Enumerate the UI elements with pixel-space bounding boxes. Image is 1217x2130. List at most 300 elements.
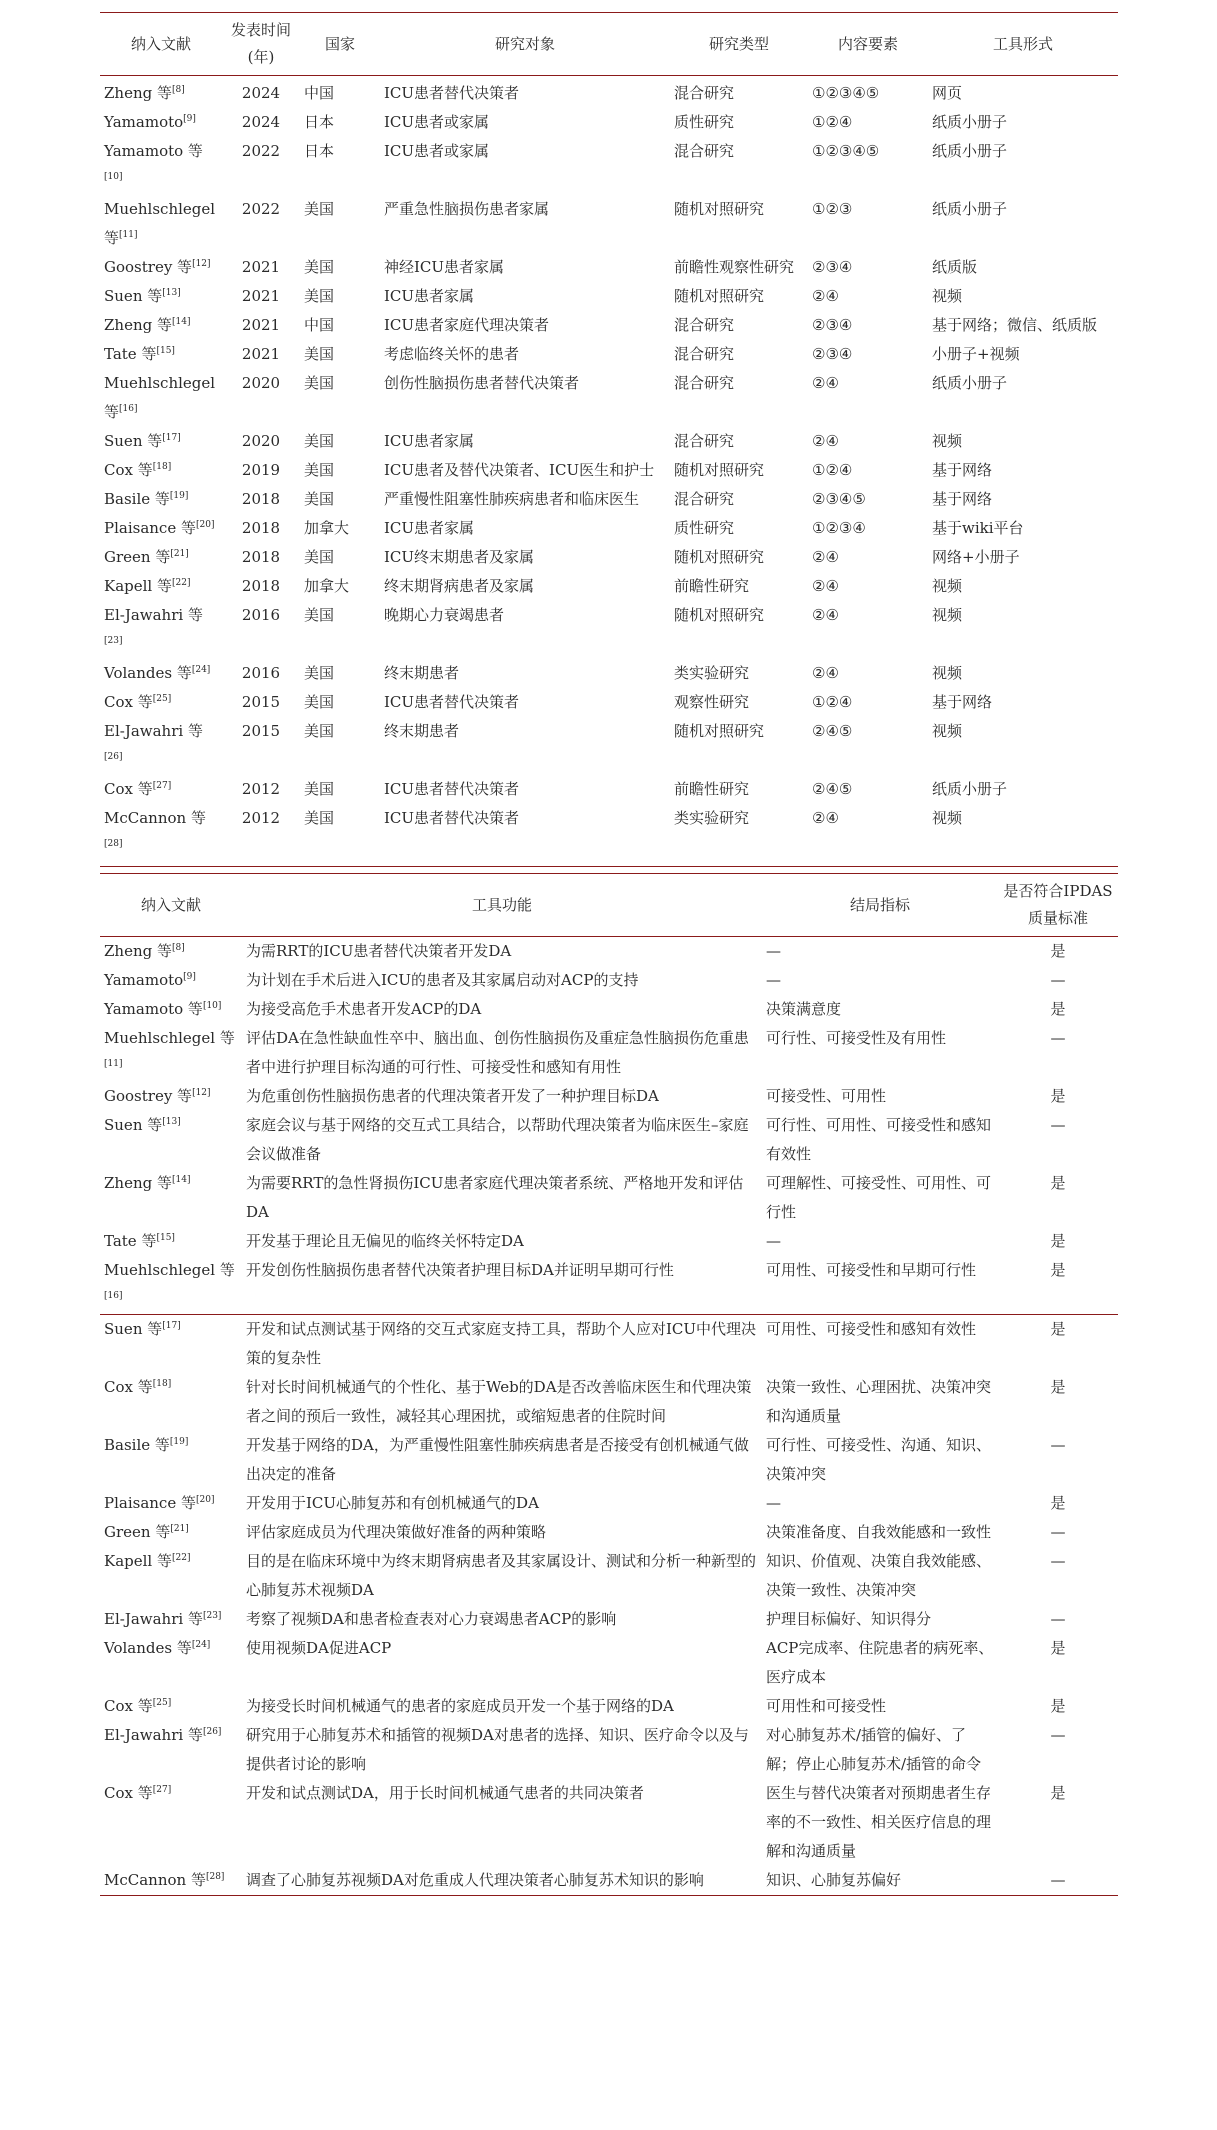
table-row (100, 1634, 1118, 1692)
reference-number: [8] (172, 943, 185, 953)
author-name: Plaisance 等 (104, 1494, 196, 1512)
cell-author (100, 1518, 242, 1547)
cell-ipdas: — (1050, 1610, 1066, 1628)
cell-author (100, 369, 222, 427)
cell-subject: 神经ICU患者家属 (384, 258, 505, 276)
author-name: Basile 等 (104, 490, 170, 508)
table2-body (100, 937, 1118, 1896)
cell-outcome: 对心肺复苏术/插管的偏好、了解；停止心肺复苏术/插管的命令 (766, 1726, 982, 1773)
author-name: Yamamoto (104, 971, 184, 989)
table-row (100, 1431, 1118, 1489)
cell-author (100, 995, 242, 1024)
cell-outcome: 知识、心肺复苏偏好 (766, 1871, 902, 1889)
table1-body (100, 76, 1118, 867)
table-row (100, 1866, 1118, 1896)
reference-number: [12] (192, 1088, 211, 1098)
cell-author (100, 937, 242, 967)
cell-study-type: 随机对照研究 (674, 722, 765, 740)
author-name: Zheng 等 (104, 316, 172, 334)
author-name: El-Jawahri 等 (104, 722, 203, 740)
cell-year: 2019 (241, 461, 281, 479)
reference-number: [18] (152, 1379, 172, 1389)
table-row (100, 1256, 1118, 1315)
reference-number: [22] (172, 578, 191, 588)
table-row (100, 311, 1118, 340)
cell-subject: ICU终末期患者及家属 (384, 548, 535, 566)
table-row (100, 804, 1118, 867)
table-row (100, 966, 1118, 995)
cell-outcome: — (766, 1494, 781, 1512)
cell-author (100, 1315, 242, 1374)
author-name: Suen 等 (104, 1116, 163, 1134)
cell-outcome: 护理目标偏好、知识得分 (766, 1610, 932, 1628)
cell-outcome: 可行性、可接受性及有用性 (766, 1029, 947, 1047)
cell-function: 评估家庭成员为代理决策做好准备的两种策略 (246, 1523, 547, 1541)
cell-function: 为需要RRT的急性肾损伤ICU患者家庭代理决策者系统、严格地开发和评估DA (246, 1174, 744, 1221)
author-name: El-Jawahri 等 (104, 1726, 203, 1744)
table1-header-form: 工具形式 (928, 13, 1118, 76)
author-name: Cox 等 (104, 693, 153, 711)
reference-number: [13] (162, 288, 181, 298)
cell-ipdas: 是 (1050, 1261, 1066, 1279)
cell-year: 2021 (241, 316, 281, 334)
table-row (100, 1315, 1118, 1374)
cell-outcome: 可用性、可接受性和感知有效性 (762, 1315, 998, 1374)
author-name: McCannon 等 (104, 1871, 206, 1889)
cell-function: 为需RRT的ICU患者替代决策者开发DA (246, 942, 512, 960)
cell-country: 美国 (304, 780, 335, 798)
cell-ipdas: 是 (1050, 942, 1066, 960)
cell-author (100, 966, 242, 995)
table-row (100, 937, 1118, 967)
cell-study-type: 类实验研究 (674, 664, 750, 682)
cell-author (100, 108, 222, 137)
cell-function: 开发基于网络的DA，为严重慢性阻塞性肺疾病患者是否接受有创机械通气做出决定的准备 (246, 1436, 749, 1483)
cell-author (100, 76, 222, 109)
cell-year: 2016 (241, 664, 281, 682)
author-name: Zheng 等 (104, 1174, 172, 1192)
cell-form: 小册子+视频 (932, 345, 1020, 363)
cell-subject: ICU患者家庭代理决策者 (384, 316, 550, 334)
cell-country: 美国 (304, 664, 335, 682)
reference-number: [26] (202, 1727, 222, 1737)
cell-year: 2016 (241, 606, 281, 624)
cell-subject: ICU患者替代决策者 (384, 780, 520, 798)
cell-author (100, 1169, 242, 1227)
cell-country: 美国 (304, 345, 335, 363)
cell-study-type: 前瞻性观察性研究 (674, 258, 795, 276)
table-row (100, 514, 1118, 543)
table-row (100, 717, 1118, 775)
cell-content: ②④ (812, 287, 839, 305)
cell-content: ②③④ (812, 258, 853, 276)
cell-subject: 终末期患者 (384, 722, 460, 740)
cell-study-type: 混合研究 (674, 432, 735, 450)
cell-country: 美国 (304, 258, 335, 276)
cell-function: 开发创伤性脑损伤患者替代决策者护理目标DA并证明早期可行性 (246, 1261, 674, 1279)
table1-header-subject: 研究对象 (380, 13, 670, 76)
cell-ipdas: 是 (1050, 1494, 1066, 1512)
cell-form: 基于网络；微信、纸质版 (932, 316, 1098, 334)
cell-study-type: 混合研究 (674, 84, 735, 102)
cell-ipdas: 是 (1050, 1378, 1066, 1396)
table2-header-row (100, 874, 1118, 937)
cell-function: 调查了心肺复苏视频DA对危重成人代理决策者心肺复苏术知识的影响 (246, 1871, 704, 1889)
reference-number: [17] (162, 433, 181, 443)
table-row (100, 688, 1118, 717)
cell-form: 基于网络 (932, 461, 993, 479)
cell-ipdas: — (1050, 1029, 1066, 1047)
reference-number: [20] (195, 1495, 215, 1505)
cell-author (100, 1373, 242, 1431)
cell-ipdas: — (1050, 1552, 1066, 1570)
cell-ipdas: — (1050, 1871, 1066, 1889)
cell-study-type: 随机对照研究 (674, 461, 765, 479)
cell-function: 针对长时间机械通气的个性化、基于Web的DA是否改善临床医生和代理决策者之间的预后一致性，减轻其心理困扰，或缩短患者的住院时间 (246, 1378, 752, 1425)
cell-function: 目的是在临床环境中为终末期肾病患者及其家属设计、测试和分析一种新型的心肺复苏术视频DA (246, 1552, 757, 1599)
cell-author (100, 1779, 242, 1866)
cell-content: ②④⑤ (812, 722, 853, 740)
table2-header-function: 工具功能 (242, 874, 762, 937)
cell-form: 纸质小册子 (932, 200, 1008, 218)
table-row (100, 1518, 1118, 1547)
cell-author (100, 1024, 242, 1082)
cell-study-type: 随机对照研究 (674, 548, 765, 566)
cell-author (100, 1082, 242, 1111)
cell-author (100, 688, 222, 717)
cell-author (100, 1256, 242, 1315)
cell-subject: ICU患者替代决策者 (384, 693, 520, 711)
cell-author (100, 311, 222, 340)
cell-author (100, 1489, 242, 1518)
table-row (100, 485, 1118, 514)
cell-subject: ICU患者替代决策者 (384, 84, 520, 102)
reference-number: [26] (104, 752, 123, 762)
cell-outcome: 可行性、可用性、可接受性和感知有效性 (766, 1116, 992, 1163)
cell-form: 视频 (932, 664, 963, 682)
cell-country: 美国 (304, 461, 335, 479)
cell-form: 视频 (932, 432, 963, 450)
cell-author (100, 1634, 242, 1692)
cell-outcome: 医生与替代决策者对预期患者生存率的不一致性、相关医疗信息的理解和沟通质量 (766, 1784, 992, 1860)
cell-country: 美国 (304, 287, 335, 305)
reference-number: [9] (183, 114, 196, 124)
cell-ipdas: 是 (1050, 1174, 1066, 1192)
reference-number: [19] (169, 1437, 189, 1447)
reference-number: [10] (202, 1001, 222, 1011)
cell-form: 纸质版 (932, 258, 978, 276)
cell-subject: 终末期患者 (384, 664, 460, 682)
cell-country: 中国 (304, 84, 335, 102)
table-row (100, 1227, 1118, 1256)
cell-form: 视频 (932, 577, 963, 595)
author-name: Goostrey 等 (104, 1087, 193, 1105)
reference-number: [12] (192, 259, 211, 269)
cell-country: 美国 (304, 548, 335, 566)
cell-function: 评估DA在急性缺血性卒中、脑出血、创伤性脑损伤及重症急性脑损伤危重患者中进行护理目标沟通的可行性、可接受性和感知有用性 (246, 1029, 749, 1076)
cell-country: 加拿大 (304, 519, 350, 537)
author-name: Cox 等 (104, 1697, 153, 1715)
table-row (100, 659, 1118, 688)
cell-content: ②④ (812, 606, 839, 624)
cell-form: 基于网络 (932, 693, 993, 711)
author-name: Suen 等 (104, 432, 163, 450)
reference-number: [22] (172, 1553, 191, 1563)
table2-header-ipdas: 是否符合IPDAS质量标准 (998, 874, 1118, 937)
author-name: Green 等 (104, 1523, 171, 1541)
reference-number: [24] (191, 1640, 211, 1650)
cell-study-type: 质性研究 (674, 519, 735, 537)
cell-year: 2012 (241, 780, 281, 798)
cell-content: ①②④ (812, 461, 853, 479)
cell-year: 2015 (241, 722, 281, 740)
cell-form: 纸质小册子 (932, 374, 1008, 392)
reference-number: [10] (104, 172, 123, 182)
author-name: Green 等 (104, 548, 171, 566)
reference-number: [24] (191, 665, 211, 675)
cell-ipdas: 是 (1050, 1232, 1066, 1250)
cell-subject: 严重慢性阻塞性肺疾病患者和临床医生 (384, 490, 640, 508)
table-row (100, 1721, 1118, 1779)
table-row (100, 195, 1118, 253)
cell-author (100, 514, 222, 543)
cell-author (100, 775, 222, 804)
reference-number: [16] (119, 404, 138, 414)
cell-form: 视频 (932, 606, 963, 624)
cell-study-type: 类实验研究 (674, 809, 750, 827)
cell-study-type: 随机对照研究 (674, 606, 765, 624)
reference-number: [8] (172, 85, 185, 95)
table-row (100, 1111, 1118, 1169)
table1-header-year: 发表时间(年) (222, 13, 300, 76)
cell-country: 美国 (304, 200, 335, 218)
table1-header-type: 研究类型 (670, 13, 808, 76)
cell-study-type: 混合研究 (674, 374, 735, 392)
cell-country: 美国 (304, 606, 335, 624)
cell-content: ①②③④⑤ (812, 142, 880, 160)
cell-ipdas: — (1050, 1726, 1066, 1744)
author-name: Kapell 等 (104, 1552, 172, 1570)
cell-outcome: 可理解性、可接受性、可用性、可行性 (766, 1174, 992, 1221)
tool-function-table (100, 873, 1118, 1896)
cell-country: 日本 (304, 113, 335, 131)
author-name: Cox 等 (104, 1378, 153, 1396)
cell-year: 2021 (241, 258, 281, 276)
author-name: Cox 等 (104, 780, 153, 798)
table-row (100, 1547, 1118, 1605)
reference-number: [18] (152, 462, 172, 472)
cell-function: 为计划在手术后进入ICU的患者及其家属启动对ACP的支持 (246, 971, 639, 989)
cell-year: 2020 (241, 374, 281, 392)
author-name: Yamamoto 等 (104, 142, 203, 160)
cell-author (100, 456, 222, 485)
cell-function: 研究用于心肺复苏术和插管的视频DA对患者的选择、知识、医疗命令以及与提供者讨论的影响 (246, 1726, 749, 1773)
cell-author (100, 137, 222, 195)
author-name: Yamamoto (104, 113, 184, 131)
cell-content: ②④ (812, 664, 839, 682)
cell-country: 美国 (304, 722, 335, 740)
cell-form: 纸质小册子 (932, 780, 1008, 798)
cell-content: ①②④ (812, 693, 853, 711)
table-row (100, 1373, 1118, 1431)
cell-study-type: 随机对照研究 (674, 287, 765, 305)
cell-function: 为接受长时间机械通气的患者的家庭成员开发一个基于网络的DA (246, 1697, 674, 1715)
cell-study-type: 随机对照研究 (674, 200, 765, 218)
cell-function: 开发基于理论且无偏见的临终关怀特定DA (246, 1232, 524, 1250)
author-name: Muehlschlegel 等 (104, 1261, 235, 1279)
cell-author (100, 1692, 242, 1721)
cell-outcome: — (766, 971, 781, 989)
cell-subject: ICU患者家属 (384, 432, 475, 450)
cell-form: 网络+小册子 (932, 548, 1020, 566)
cell-outcome: 可行性、可接受性、沟通、知识、决策冲突 (766, 1436, 992, 1483)
author-name: Zheng 等 (104, 942, 172, 960)
cell-subject: 严重急性脑损伤患者家属 (384, 200, 550, 218)
reference-number: [25] (152, 1698, 172, 1708)
cell-year: 2024 (241, 113, 281, 131)
cell-form: 视频 (932, 809, 963, 827)
cell-study-type: 混合研究 (674, 142, 735, 160)
cell-outcome: 决策准备度、自我效能感和一致性 (766, 1523, 992, 1541)
cell-author (100, 717, 222, 775)
author-name: Muehlschlegel 等 (104, 200, 216, 247)
cell-year: 2015 (241, 693, 281, 711)
table-row (100, 1779, 1118, 1866)
cell-form: 纸质小册子 (932, 142, 1008, 160)
cell-author (100, 195, 222, 253)
cell-author (100, 1547, 242, 1605)
table-row (100, 369, 1118, 427)
cell-ipdas: — (1050, 971, 1066, 989)
cell-subject: ICU患者或家属 (384, 142, 490, 160)
cell-content: ②④ (812, 577, 839, 595)
document-page (100, 12, 1118, 1896)
cell-form: 网页 (932, 84, 963, 102)
cell-study-type: 前瞻性研究 (674, 577, 750, 595)
cell-year: 2022 (241, 200, 281, 218)
cell-subject: ICU患者家属 (384, 519, 475, 537)
cell-subject: ICU患者替代决策者 (384, 809, 520, 827)
cell-content: ①②③④⑤ (812, 84, 880, 102)
table-row (100, 282, 1118, 311)
author-name: Suen 等 (104, 1320, 163, 1338)
table-row (100, 1082, 1118, 1111)
author-name: Tate 等 (104, 1232, 157, 1250)
cell-content: ①②③④ (812, 519, 866, 537)
reference-number: [15] (156, 346, 175, 356)
author-name: Cox 等 (104, 461, 153, 479)
table-row (100, 1024, 1118, 1082)
cell-study-type: 混合研究 (674, 490, 735, 508)
cell-content: ②④ (812, 374, 839, 392)
cell-outcome: 可用性和可接受性 (766, 1697, 887, 1715)
table-row (100, 601, 1118, 659)
cell-author (100, 340, 222, 369)
table1-header-row (100, 13, 1118, 76)
table-row (100, 1169, 1118, 1227)
table-row (100, 253, 1118, 282)
table-row (100, 76, 1118, 109)
cell-function: 开发和试点测试基于网络的交互式家庭支持工具，帮助个人应对ICU中代理决策的复杂性 (242, 1315, 762, 1374)
table-row (100, 137, 1118, 195)
cell-subject: ICU患者及替代决策者、ICU医生和护士 (384, 461, 655, 479)
cell-author (100, 543, 222, 572)
reference-number: [13] (162, 1117, 181, 1127)
cell-content: ②③④ (812, 345, 853, 363)
author-name: Kapell 等 (104, 577, 172, 595)
author-name: El-Jawahri 等 (104, 606, 203, 624)
cell-content: ②④ (812, 548, 839, 566)
cell-country: 美国 (304, 490, 335, 508)
table1-header-content: 内容要素 (808, 13, 928, 76)
cell-country: 美国 (304, 809, 335, 827)
cell-country: 日本 (304, 142, 335, 160)
cell-author (100, 253, 222, 282)
reference-number: [21] (170, 549, 189, 559)
cell-ipdas: 是 (998, 1315, 1118, 1374)
author-name: El-Jawahri 等 (104, 1610, 203, 1628)
reference-number: [25] (152, 694, 172, 704)
cell-year: 2018 (241, 519, 281, 537)
table-row (100, 775, 1118, 804)
cell-outcome: 决策满意度 (766, 1000, 842, 1018)
reference-number: [19] (169, 491, 189, 501)
cell-year: 2018 (241, 577, 281, 595)
cell-author (100, 1605, 242, 1634)
cell-subject: 终末期肾病患者及家属 (384, 577, 535, 595)
cell-ipdas: — (1050, 1523, 1066, 1541)
table-row (100, 1692, 1118, 1721)
cell-content: ②④ (812, 809, 839, 827)
author-name: Basile 等 (104, 1436, 170, 1454)
author-name: Zheng 等 (104, 84, 172, 102)
cell-function: 为危重创伤性脑损伤患者的代理决策者开发了一种护理目标DA (246, 1087, 659, 1105)
cell-year: 2018 (241, 490, 281, 508)
cell-country: 美国 (304, 432, 335, 450)
cell-ipdas: 是 (1050, 1784, 1066, 1802)
author-name: Tate 等 (104, 345, 157, 363)
cell-author (100, 1431, 242, 1489)
cell-year: 2022 (241, 142, 281, 160)
cell-form: 基于wiki平台 (932, 519, 1024, 537)
author-name: Muehlschlegel 等 (104, 1029, 235, 1047)
cell-function: 考察了视频DA和患者检查表对心力衰竭患者ACP的影响 (246, 1610, 617, 1628)
table-row (100, 543, 1118, 572)
table-row (100, 995, 1118, 1024)
cell-subject: ICU患者家属 (384, 287, 475, 305)
cell-subject: 晚期心力衰竭患者 (384, 606, 505, 624)
cell-year: 2012 (241, 809, 281, 827)
cell-study-type: 质性研究 (674, 113, 735, 131)
cell-ipdas: 是 (1050, 1087, 1066, 1105)
author-name: Muehlschlegel 等 (104, 374, 216, 421)
cell-author (100, 1227, 242, 1256)
cell-content: ①②③ (812, 200, 853, 218)
cell-function: 为接受高危手术患者开发ACP的DA (246, 1000, 482, 1018)
cell-study-type: 前瞻性研究 (674, 780, 750, 798)
reference-number: [21] (170, 1524, 189, 1534)
study-characteristics-table (100, 12, 1118, 867)
reference-number: [28] (104, 839, 123, 849)
reference-number: [27] (152, 781, 172, 791)
cell-outcome: 知识、价值观、决策自我效能感、决策一致性、决策冲突 (766, 1552, 992, 1599)
cell-form: 视频 (932, 722, 963, 740)
cell-year: 2021 (241, 287, 281, 305)
cell-outcome: — (766, 1232, 781, 1250)
cell-form: 基于网络 (932, 490, 993, 508)
reference-number: [27] (152, 1785, 172, 1795)
cell-author (100, 804, 222, 867)
